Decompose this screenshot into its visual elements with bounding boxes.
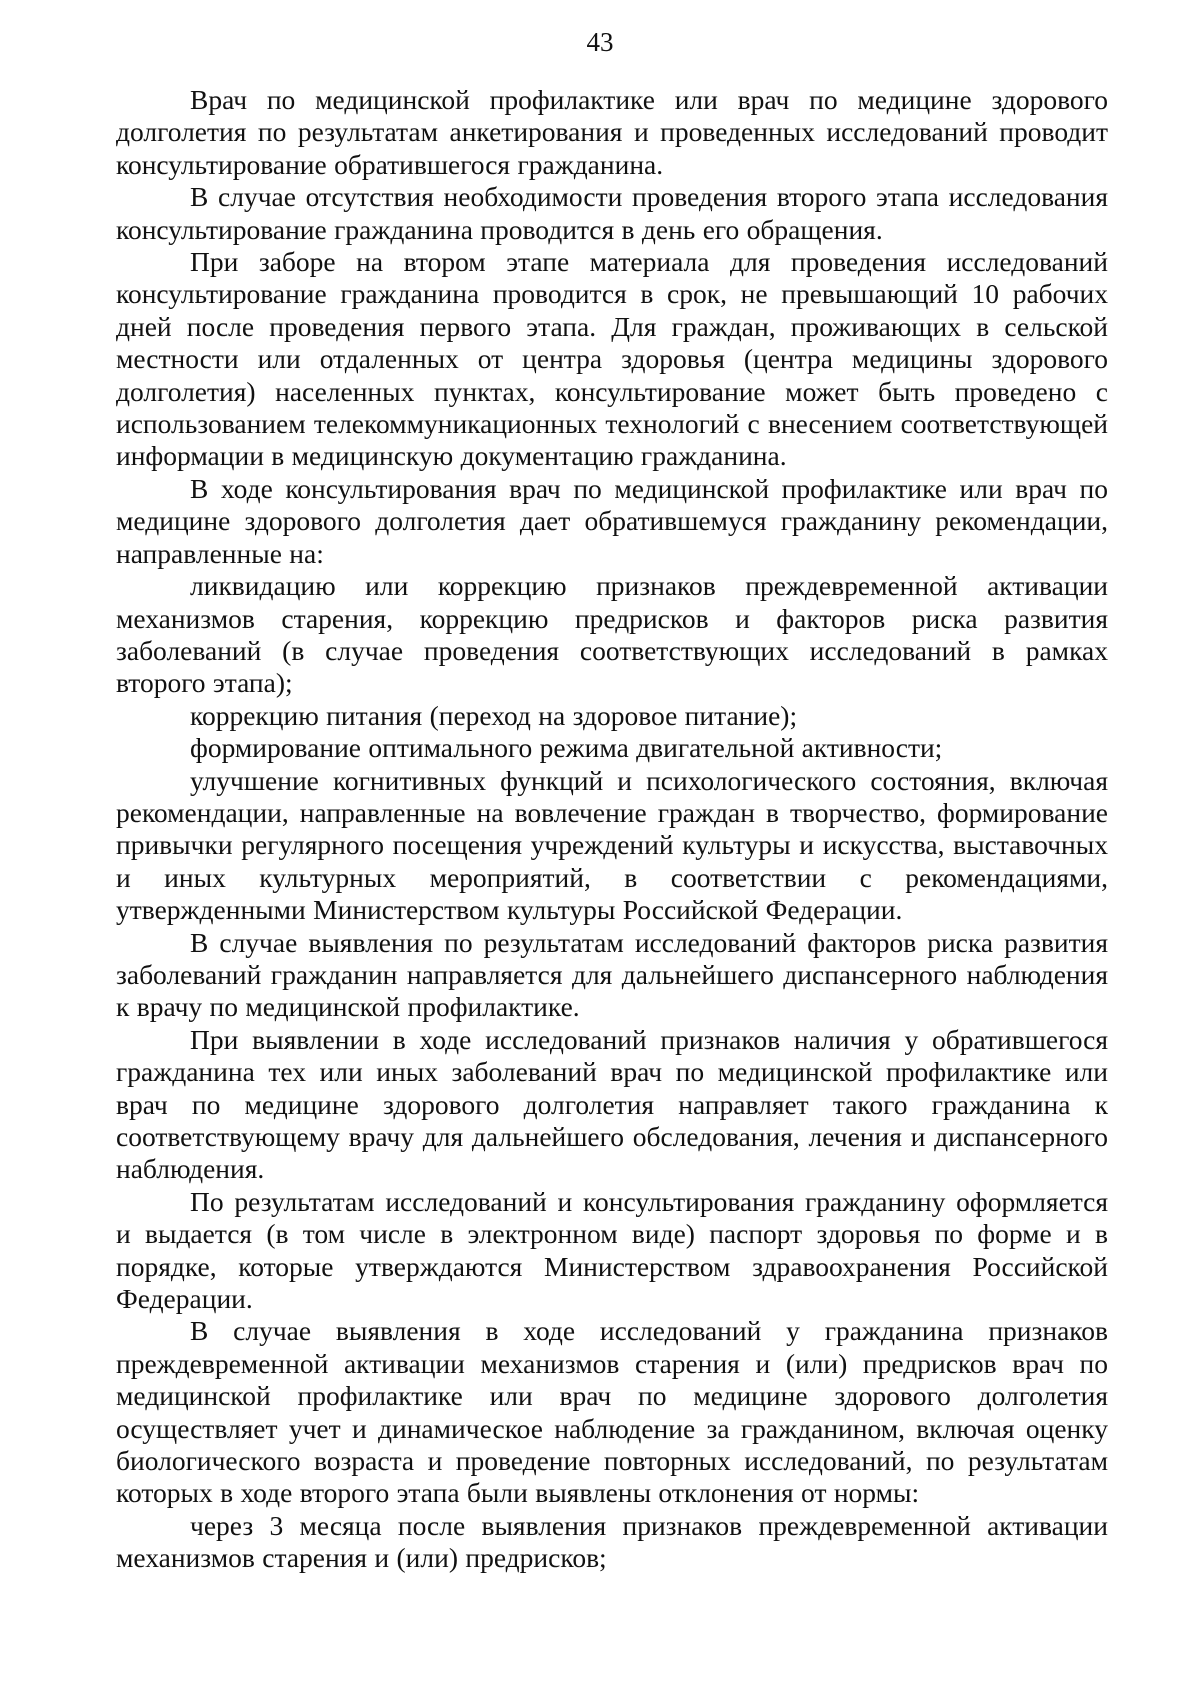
list-item: через 3 месяца после выявления признаков преждевременной активации механизмов старения и (или) предрисков; (116, 1509, 1108, 1574)
paragraph: В ходе консультирования врач по медицинской профилактике или врач по медицине здорового долголетия дает обратившемуся гражданину рекомендации, направленные на: (116, 472, 1108, 569)
paragraph: При заборе на втором этапе материала для проведения исследований консультирование гражданина проводится в срок, не превышающий 10 рабочих дней после проведения первого этапа. Для граждан, проживающих в сельской местности или отдаленных от центра здоровья (центра медицины здорового долголетия) населенных пунктах, консультирование может быть проведено с использованием телекоммуникационных технологий с внесением соответствующей информации в медицинскую документацию гражданина. (116, 246, 1108, 472)
document-body (116, 84, 1108, 1575)
list-item: улучшение когнитивных функций и психологического состояния, включая рекомендации, направленные на вовлечение граждан в творчество, формирование привычки регулярного посещения учреждений культуры и искусства, выставочных и иных культурных мероприятий, в соответствии с рекомендациями, утвержденными Министерством культуры Российской Федерации. (116, 764, 1108, 926)
list-item: ликвидацию или коррекцию признаков преждевременной активации механизмов старения, коррекцию предрисков и факторов риска развития заболеваний (в случае проведения соответствующих исследований в рамках второго этапа); (116, 570, 1108, 699)
paragraph: В случае отсутствия необходимости проведения второго этапа исследования консультирование гражданина проводится в день его обращения. (116, 181, 1108, 245)
page-number: 43 (586, 27, 614, 57)
paragraph: Врач по медицинской профилактике или врач по медицине здорового долголетия по результатам анкетирования и проведенных исследований проводит консультирование обратившегося гражданина. (116, 84, 1108, 180)
paragraph: В случае выявления в ходе исследований у гражданина признаков преждевременной активации механизмов старения и (или) предрисков врач по медицинской профилактике или врач по медицине здорового долголетия осуществляет учет и динамическое наблюдение за гражданином, включая оценку биологического возраста и проведение повторных исследований, по результатам которых в ходе второго этапа были выявлены отклонения от нормы: (116, 1315, 1108, 1509)
paragraph: В случае выявления по результатам исследований факторов риска развития заболеваний гражданин направляется для дальнейшего диспансерного наблюдения к врачу по медицинской профилактике. (116, 926, 1108, 1023)
list-item: коррекцию питания (переход на здоровое питание); (190, 699, 798, 731)
paragraph: При выявлении в ходе исследований признаков наличия у обратившегося гражданина тех или иных заболеваний врач по медицинской профилактике или врач по медицине здорового долголетия направляет такого гражданина к соответствующему врачу для дальнейшего обследования, лечения и диспансерного наблюдения. (116, 1023, 1108, 1185)
paragraph: По результатам исследований и консультирования гражданину оформляется и выдается (в том числе в электронном виде) паспорт здоровья по форме и в порядке, которые утверждаются Министерством здравоохранения Российской Федерации. (116, 1185, 1108, 1315)
list-item: формирование оптимального режима двигательной активности; (190, 732, 943, 764)
